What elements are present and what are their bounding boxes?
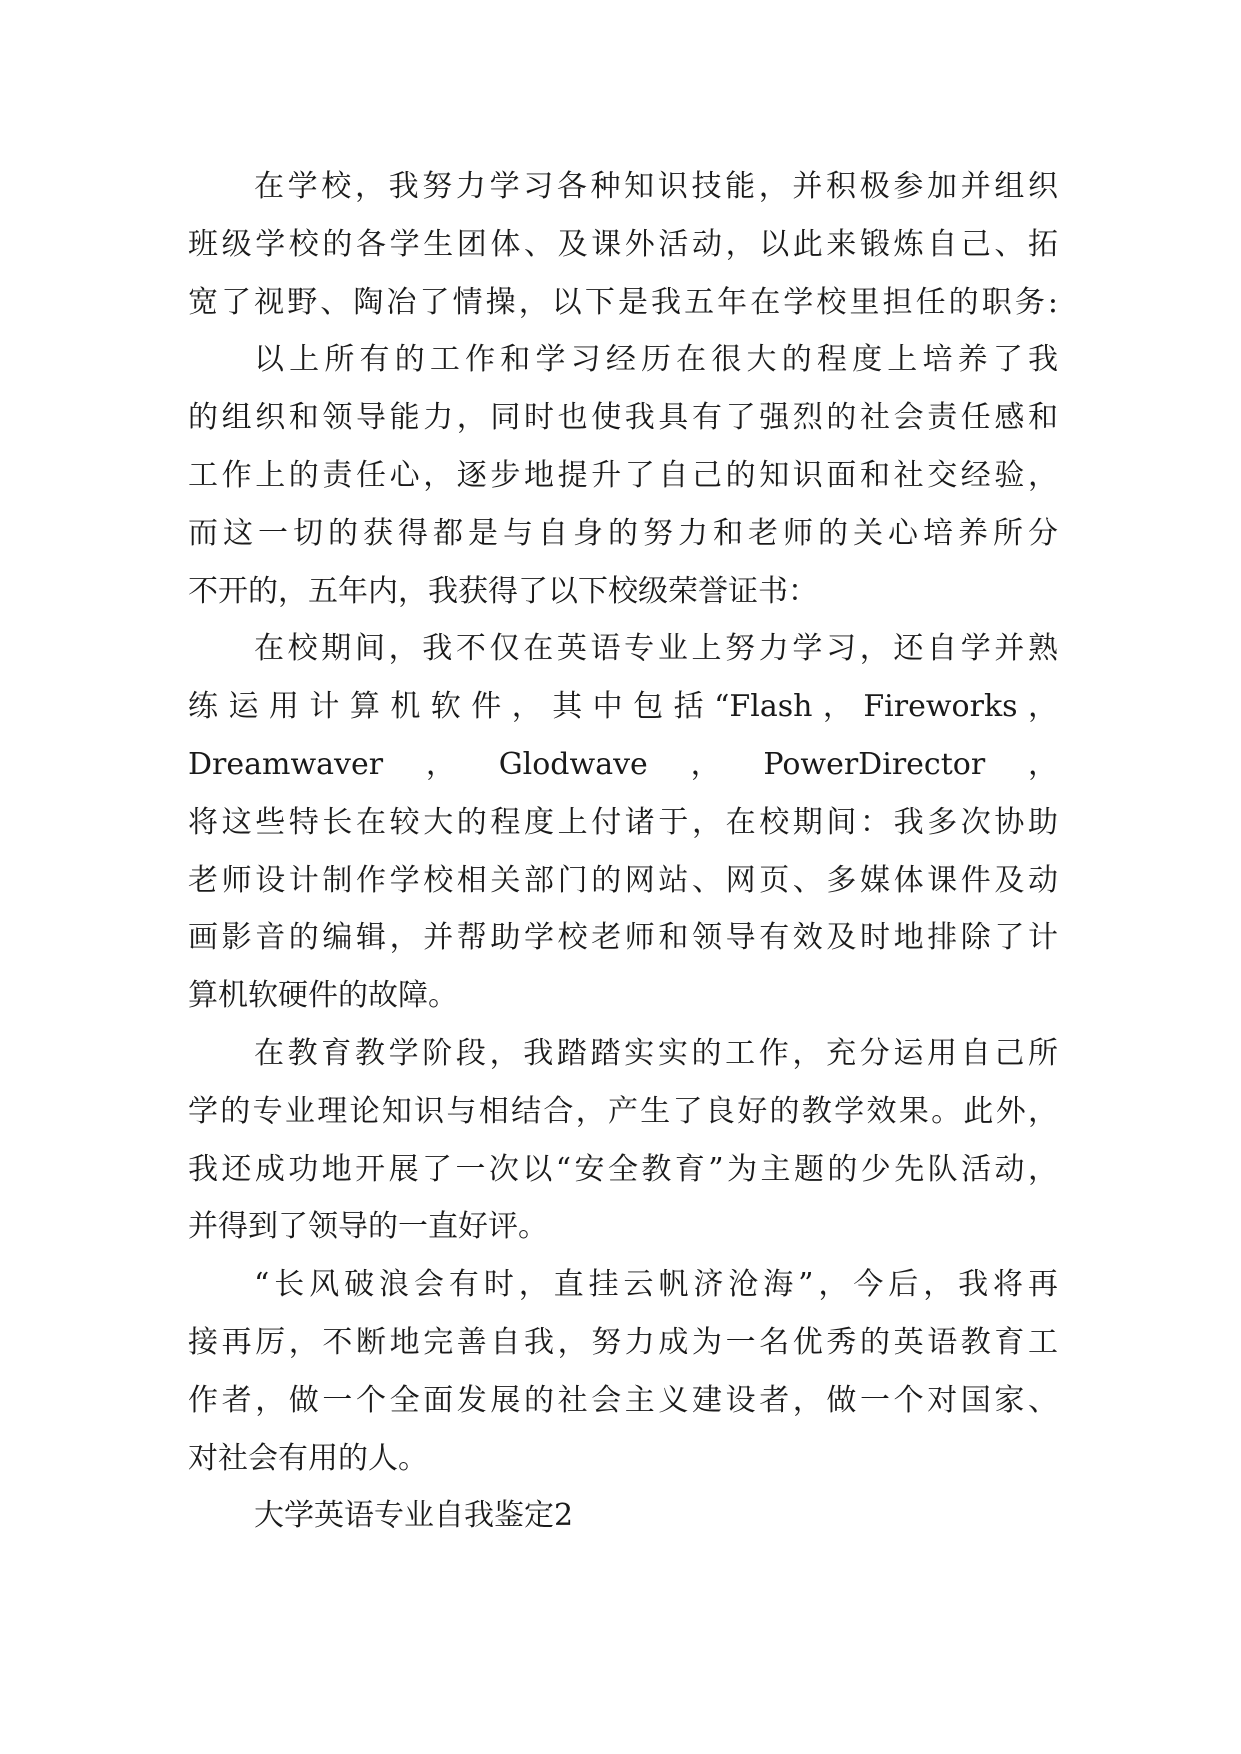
document-body	[188, 158, 1058, 1545]
paragraph-line: 老师设计制作学校相关部门的网站、网页、多媒体课件及动	[188, 862, 1058, 898]
paragraph-line: 班级学校的各学生团体、及课外活动，以此来锻炼自己、拓	[188, 226, 1058, 262]
paragraph-line: 宽了视野、陶冶了情操，以下是我五年在学校里担任的职务:	[188, 284, 1058, 320]
paragraph-line: 将这些特长在较大的程度上付诸于，在校期间：我多次协助	[188, 804, 1058, 840]
paragraph-line: 接再厉，不断地完善自我，努力成为一名优秀的英语教育工	[188, 1324, 1058, 1360]
paragraph-line: Dreamwaver，Glodwave，PowerDirector，	[188, 746, 1058, 782]
paragraph-line: 练运用计算机软件，其中包括“Flash，Fireworks，	[188, 689, 1058, 725]
paragraph-line: 工作上的责任心，逐步地提升了自己的知识面和社交经验，	[188, 457, 1058, 493]
paragraph-line: 并得到了领导的一直好评。	[188, 1209, 548, 1245]
paragraph-line: 对社会有用的人。	[188, 1440, 428, 1476]
paragraph-line: 学的专业理论知识与相结合，产生了良好的教学效果。此外，	[188, 1093, 1058, 1129]
paragraph-line: 在教育教学阶段，我踏踏实实的工作，充分运用自己所	[254, 1035, 1058, 1071]
paragraph-line: 作者，做一个全面发展的社会主义建设者，做一个对国家、	[188, 1382, 1058, 1418]
paragraph-line: 我还成功地开展了一次以“安全教育”为主题的少先队活动，	[188, 1151, 1058, 1187]
paragraph-line: 在校期间，我不仅在英语专业上努力学习，还自学并熟	[254, 631, 1058, 667]
paragraph-line: 以上所有的工作和学习经历在很大的程度上培养了我	[254, 342, 1058, 378]
paragraph-line: 不开的，五年内，我获得了以下校级荣誉证书：	[188, 573, 818, 609]
paragraph-line: 算机软硬件的故障。	[188, 978, 458, 1014]
paragraph-line: 画影音的编辑，并帮助学校老师和领导有效及时地排除了计	[188, 920, 1058, 956]
paragraph-line: 在学校，我努力学习各种知识技能，并积极参加并组织	[254, 169, 1058, 204]
paragraph-line: “长风破浪会有时，直挂云帆济沧海”，今后，我将再	[254, 1267, 1058, 1303]
section-heading: 大学英语专业自我鉴定2	[254, 1498, 574, 1534]
paragraph-line: 而这一切的获得都是与自身的努力和老师的关心培养所分	[188, 515, 1058, 551]
paragraph-line: 的组织和领导能力，同时也使我具有了强烈的社会责任感和	[188, 400, 1058, 436]
